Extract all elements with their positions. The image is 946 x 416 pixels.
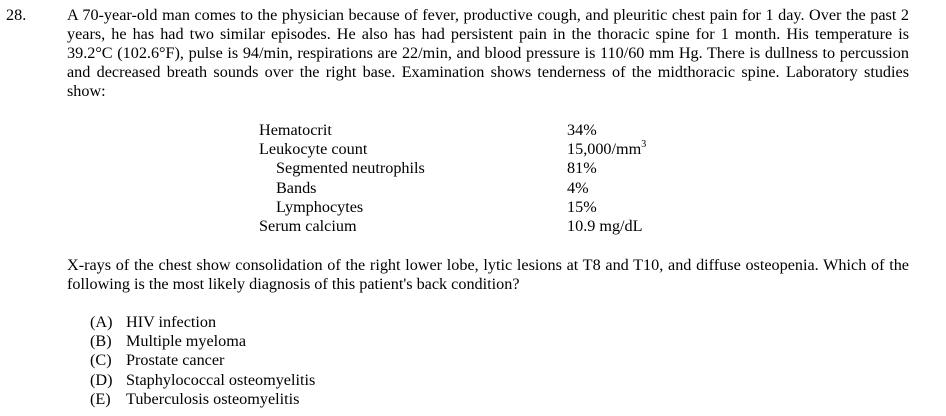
option-letter: (C) bbox=[90, 351, 112, 370]
lab-value: 81% bbox=[567, 159, 597, 178]
lab-row-bands bbox=[259, 179, 699, 198]
lab-row-hematocrit bbox=[259, 121, 699, 140]
lab-row-segmented-neutrophils bbox=[259, 159, 699, 178]
lab-value: 34% bbox=[567, 121, 597, 139]
question-number: 28. bbox=[6, 6, 27, 24]
lab-row-lymphocytes bbox=[259, 198, 699, 217]
option-text: Tuberculosis osteomyelitis bbox=[126, 389, 300, 408]
option-text: HIV infection bbox=[126, 313, 217, 331]
lab-name: Leukocyte count bbox=[259, 140, 368, 159]
lab-name: Segmented neutrophils bbox=[276, 159, 425, 178]
option-text: Prostate cancer bbox=[126, 351, 225, 370]
lab-name: Serum calcium bbox=[259, 216, 357, 235]
option-letter: (E) bbox=[90, 389, 111, 408]
lab-results-table bbox=[259, 121, 699, 236]
question-prompt: X-rays of the chest show consolidation of the right lower lobe, lytic lesions at T8 and T10, and diffuse osteopenia. Which of the following is the most likely diagnosis of this patient's back condition? bbox=[67, 256, 909, 293]
lab-value: 15% bbox=[567, 197, 597, 216]
lab-value: 4% bbox=[567, 178, 589, 197]
option-letter: (A) bbox=[90, 313, 113, 331]
option-letter: (B) bbox=[90, 332, 112, 351]
lab-value: $15,000/mm^3$ bbox=[567, 139, 647, 159]
lab-value: 10.9 mg/dL bbox=[567, 216, 643, 235]
option-letter: (D) bbox=[90, 370, 113, 389]
option-text: Multiple myeloma bbox=[126, 332, 247, 351]
lab-row-serum-calcium bbox=[259, 217, 699, 236]
option-text: Staphylococcal osteomyelitis bbox=[126, 370, 316, 389]
lab-name: Hematocrit bbox=[259, 121, 332, 139]
lab-name: Bands bbox=[276, 178, 317, 197]
lab-row-leukocyte-count bbox=[259, 140, 699, 159]
lab-name: Lymphocytes bbox=[276, 197, 364, 216]
lab-value-superscript: 3 bbox=[641, 139, 647, 151]
question-stem: A 70-year-old man comes to the physician because of fever, productive cough, and pleuritic chest pain for 1 day. Over the past 2 years, he has had two similar episodes. He also has had persistent pain in the thoracic spine for 1 month. His temperature is 39.2°C (102.6°F), pulse is 94/min, respirations are 22/min, and blood pressure is 110/60 mm Hg. There is dullness to percussion and decreased breath sounds over the right base. Examination shows tenderness of the midthoracic spine. Laboratory studies show: bbox=[67, 6, 909, 100]
